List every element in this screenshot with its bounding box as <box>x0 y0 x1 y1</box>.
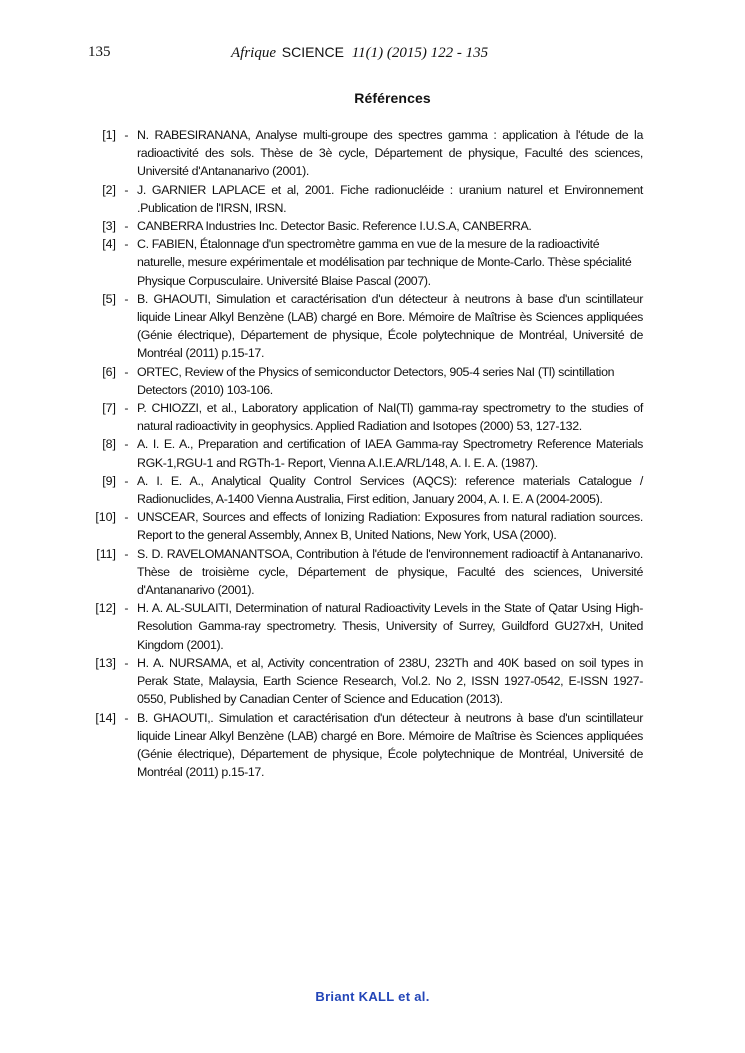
reference-dash: - <box>124 710 129 725</box>
reference-dash: - <box>124 182 129 197</box>
reference-number <box>82 399 137 435</box>
reference-number <box>82 290 137 363</box>
reference-item <box>82 399 643 435</box>
reference-number <box>82 545 137 600</box>
reference-item <box>82 545 643 600</box>
journal-volume: 11(1) (2015) 122 - 135 <box>351 45 489 61</box>
reference-list <box>82 126 643 781</box>
reference-dash: - <box>124 401 129 416</box>
reference-text: H. A. AL-SULAITI, Determination of natural Radioactivity Levels in the State of Qatar Using High-Resolution Gamma-ray spectrometry. Thesis, University of Surrey, Guildford GU27xH, United Kingdom (2001). <box>137 601 643 652</box>
reference-index: [10] <box>95 510 116 525</box>
reference-item <box>82 654 643 709</box>
journal-citation <box>231 44 488 62</box>
reference-dash: - <box>124 364 129 379</box>
reference-number <box>82 508 137 544</box>
reference-text: P. CHIOZZI, et al., Laboratory application of NaI(Tl) gamma-ray spectrometry to the studies of natural radioactivity in geophysics. Applied Radiation and Isotopes (2000) 53, 127-132. <box>137 401 643 434</box>
reference-dash: - <box>124 291 129 306</box>
reference-text: CANBERRA Industries Inc. Detector Basic. Reference I.U.S.A, CANBERRA. <box>137 219 532 234</box>
reference-index: [2] <box>102 182 116 197</box>
page-number: 135 <box>88 44 111 60</box>
reference-item <box>82 472 643 508</box>
reference-dash: - <box>124 510 129 525</box>
reference-index: [14] <box>95 710 116 725</box>
reference-item <box>82 435 643 471</box>
reference-index: [8] <box>102 437 116 452</box>
journal-name: Afrique <box>231 45 276 61</box>
reference-text: H. A. NURSAMA, et al, Activity concentration of 238U, 232Th and 40K based on soil types in Perak State, Malaysia, Earth Science Research, Vol.2. No 2, ISSN 1927-0542, E-ISSN 1927-0550, Published by Canadian Center of Science and Education (2013). <box>137 655 643 707</box>
reference-dash: - <box>124 128 129 142</box>
reference-dash: - <box>124 655 129 670</box>
reference-index: [7] <box>102 401 116 416</box>
reference-dash: - <box>124 437 129 452</box>
reference-text: B. GHAOUTI,. Simulation et caractérisation d'un détecteur à neutrons à base d'un scintillateur liquide Linear Alkyl Benzène (LAB) chargé en Bore. Mémoire de Maîtrise ès Sciences appliquées (Génie électrique), Département de physique, École polytechnique de Montréal, Université de Montréal (2011) p.15-17. <box>137 710 643 780</box>
reference-index: [12] <box>95 601 116 616</box>
reference-dash: - <box>124 546 129 561</box>
reference-index: [1] <box>102 128 116 142</box>
reference-number <box>82 472 137 508</box>
reference-index: [13] <box>95 655 116 670</box>
reference-number <box>82 235 137 290</box>
reference-item <box>82 599 643 654</box>
reference-item <box>82 126 643 181</box>
footer-authors: Briant KALL et al. <box>315 989 430 1004</box>
reference-text: UNSCEAR, Sources and effects of Ionizing Radiation: Exposures from natural radiation sources. Report to the general Assembly, Annex B, United Nations, New York, USA (2000). <box>137 510 643 543</box>
reference-dash: - <box>124 601 129 616</box>
reference-number <box>82 126 137 181</box>
reference-item <box>82 290 643 363</box>
reference-text: ORTEC, Review of the Physics of semiconductor Detectors, 905-4 series NaI (Tl) scintillation Detectors (2010) 103-106. <box>137 364 615 397</box>
reference-number <box>82 363 137 399</box>
reference-text: J. GARNIER LAPLACE et al, 2001. Fiche radionucléide : uranium naturel et Environnement .Publication de l'IRSN, IRSN. <box>137 182 643 215</box>
reference-index: [11] <box>96 546 116 561</box>
reference-item <box>82 217 643 235</box>
journal-science: SCIENCE <box>281 44 344 60</box>
reference-number <box>82 435 137 471</box>
reference-item <box>82 709 643 782</box>
reference-dash: - <box>124 219 129 234</box>
reference-text: N. RABESIRANANA, Analyse multi-groupe des spectres gamma : application à l'étude de la radioactivité des sols. Thèse de 3è cycle, Département de physique, Faculté des sciences, Université d'Antananarivo (2001). <box>137 128 643 179</box>
section-title: Références <box>354 90 431 106</box>
reference-item <box>82 508 643 544</box>
reference-number <box>82 654 137 709</box>
reference-item <box>82 363 643 399</box>
reference-dash: - <box>124 473 129 488</box>
reference-text: B. GHAOUTI, Simulation et caractérisation d'un détecteur à neutrons à base d'un scintillateur liquide Linear Alkyl Benzène (LAB) chargé en Bore. Mémoire de Maîtrise ès Sciences appliquées (Génie électrique), Département de physique, École polytechnique de Montréal, Université de Montréal (2011) p.15-17. <box>137 291 643 361</box>
reference-item <box>82 235 643 290</box>
reference-index: [6] <box>102 364 116 379</box>
running-header <box>88 44 645 66</box>
reference-dash: - <box>124 237 129 252</box>
reference-text: C. FABIEN, Étalonnage d'un spectromètre gamma en vue de la mesure de la radioactivité naturelle, mesure expérimentale et modélisation par technique de Monte-Carlo. Thèse spécialité Physique Corpusculaire. Université Blaise Pascal (2007). <box>137 237 632 288</box>
section-title-wrapper <box>0 90 745 106</box>
reference-index: [4] <box>102 237 116 252</box>
reference-number <box>82 709 137 782</box>
reference-number <box>82 599 137 654</box>
reference-item <box>82 181 643 217</box>
reference-index: [3] <box>102 219 116 234</box>
reference-text: A. I. E. A., Preparation and certification of IAEA Gamma-ray Spectrometry Reference Materials RGK-1,RGU-1 and RGTh-1- Report, Vienna A.I.E.A/RL/148, A. I. E. A. (1987). <box>137 437 643 470</box>
reference-number <box>82 217 137 235</box>
footer <box>0 989 745 1004</box>
reference-number <box>82 181 137 217</box>
reference-text: A. I. E. A., Analytical Quality Control Services (AQCS): reference materials Catalogue / Radionuclides, A-1400 Vienna Australia, First edition, January 2004, A. I. E. A (2004-2005). <box>137 473 643 507</box>
reference-index: [9] <box>102 473 116 488</box>
reference-text: S. D. RAVELOMANANTSOA, Contribution à l'étude de l'environnement radioactif à Antananarivo. Thèse de troisième cycle, Département de physique, Faculté des sciences, Université d'Antananarivo (2001). <box>137 546 643 598</box>
reference-index: [5] <box>102 291 116 306</box>
